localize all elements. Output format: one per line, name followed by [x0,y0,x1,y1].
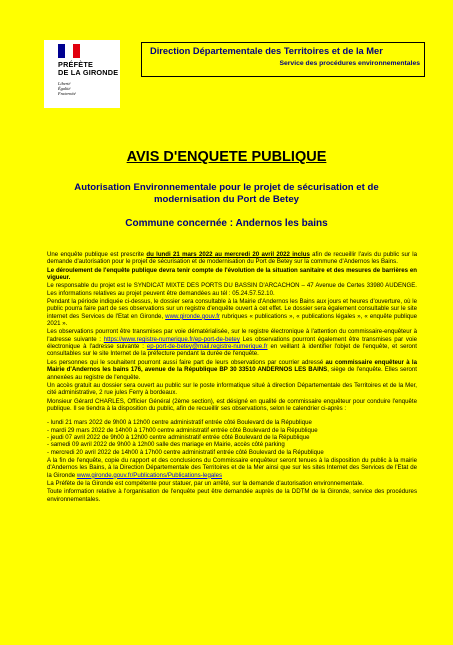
notice-body [47,251,417,504]
paragraph-responsible: Le responsable du projet est le SYNDICAT MIXTE DES PORTS DU BASSIN D'ARCACHON – 47 Avenue de Certes 33980 AUDENGE. Les informations relatives au projet peuvent être demandées au tél : 05.24.57.52.10. [47,282,417,297]
date-line: - samedi 09 avril 2022 de 9h00 à 12h00 salle des mariage en Mairie, accès côté parking [47,441,285,449]
paragraph-free-access: Un accès gratuit au dossier sera ouvert au public sur le poste informatique situé à direction Départementale des Territoires et de la Mer, cité administrative, 2 rue jules Ferry à bordeaux. [47,381,417,397]
date-line: - lundi 21 mars 2022 de 9h00 à 12h00 centre administratif entrée côté Boulevard de la République [47,419,312,427]
logo-motto: Liberté Égalité Fraternité [58,81,76,96]
mail-text: Les personnes qui le souhaitent pourront aussi faire part de leurs observations par courrier adressé [47,358,326,366]
consultation-text-end: rubriques « publications », « publications légales », « enquête publique 2021 ». [47,312,417,328]
paragraph-mail [47,359,417,381]
online-text-2: Les observations pourront également être transmises par voie électronique à l'adresse suivante : [47,335,417,351]
paragraph-report [47,457,417,479]
paragraph-sanitary: Le déroulement de l'enquête publique devra tenir compte de l'évolution de la situation sanitaire et des mesures de barrières en vigueur. [47,266,417,282]
date-line: - jeudi 07 avril 2022 de 9h00 à 12h00 centre administratif entrée côté Boulevard de la République [47,433,310,441]
project-subtitle: Autorisation Environnementale pour le projet de sécurisation et de modernisation du Port de Betey [74,182,379,205]
mail-text-end: , siège de l'enquête. Elles seront annexées au registre de l'enquête. [47,366,417,381]
page-title: AVIS D'ENQUETE PUBLIQUE [126,149,327,165]
online-text-end: en veillant à identifier l'objet de l'enquête, et seront consultables sur le site Internet de la préfecture pendant la durée de l'enquête. [47,343,417,358]
paragraph-consultation [47,298,417,327]
email-link[interactable]: ep-port-de-betey@mail.registre-numerique.fr [146,343,268,351]
paragraph-intro [47,251,417,266]
publications-link[interactable]: www.gironde.gouv.fr/Publications/Publications-legales [76,471,223,479]
header-box [141,42,425,77]
paragraph-online-observations [47,328,417,357]
paragraph-commissioner: Monsieur Gérard CHARLES, Officier Général (2ème section), est désigné en qualité de commissaire enquêteur pour conduire l'enquête publique. Il se tiendra à la disposition du public, afin de recueillir ses observations, selon le calendrier ci-après : [47,397,417,412]
intro-text-end: afin de recueillir l'avis du public sur la demande d'autorisation pour le projet de sécurisation et de modernisation du Port de Betey sur la commune d'Andernos les Bains. [47,251,417,266]
flag-blue-band [58,44,65,58]
prefecture-logo [44,40,120,108]
mail-address: au commissaire enquêteur à la Mairie d'Andernos les bains 176, avenue de la République BP 30 33510 ANDERNOS LES BAINS [47,358,417,374]
enquiry-dates: du lundi 21 mars 2022 au mercredi 20 avril 2022 inclus [146,251,310,258]
registre-link[interactable]: https://www.registre-numerique.fr/ep-port-de-betey [103,335,240,343]
intro-text: Une enquête publique est prescrite [47,251,147,258]
date-line: - mardi 29 mars 2022 de 14h00 à 17h00 centre administratif entrée côté Boulevard de la République [47,426,318,434]
commune-line: Commune concernée : Andernos les bains [125,218,328,229]
marianne-flag-icon [58,44,80,58]
gironde-gouv-link[interactable]: www.gironde.gouv.fr [165,312,220,320]
flag-white-band [65,44,72,58]
flag-red-band [73,44,80,58]
paragraph-information: Toute information relative à l'organisation de l'enquête peut être demandée auprès de la DDTM de la Gironde, service des procédures environnementales. [47,488,417,503]
header-title: Direction Départementale des Territoires et de la Mer [150,46,383,56]
paragraph-prefect: La Préfète de la Gironde est compétente pour statuer, par un arrêté, sur la demande d'autorisation environnementale. [47,479,364,487]
report-text: A la fin de l'enquête, copie du rapport et des conclusions du Commissaire enquêteur seront tenues à la disposition du public à la mairie d'Andernos les Bains, à la Direction Départementale des Territoires et de la Mer ainsi que sur les sites Internet des Services de l'Etat de la Gironde [47,456,417,479]
consultation-text: Pendant la période indiquée ci-dessus, le dossier sera consultable à la Mairie d'Andernos les Bains aux jours et heures d'ouverture, où le public pourra faire part de ses observations sur un registre d'enquête ouvert à cet effet. Le dossier sera également consultable sur le site internet des Services de l'Etat en Gironde, [47,298,417,320]
online-text: Les observations pourront être transmises par voie dématérialisée, sur le registre électronique à l'attention du commissaire-enquêteur à l'adresse suivante : [47,328,417,343]
logo-name: PRÉFÈTE DE LA GIRONDE [58,60,119,78]
header-subtitle: Service des procédures environnementales [279,60,420,67]
date-line: - mercredi 20 avril 2022 de 14h00 à 17h00 centre administratif entrée côté Boulevard de la République [47,448,324,456]
